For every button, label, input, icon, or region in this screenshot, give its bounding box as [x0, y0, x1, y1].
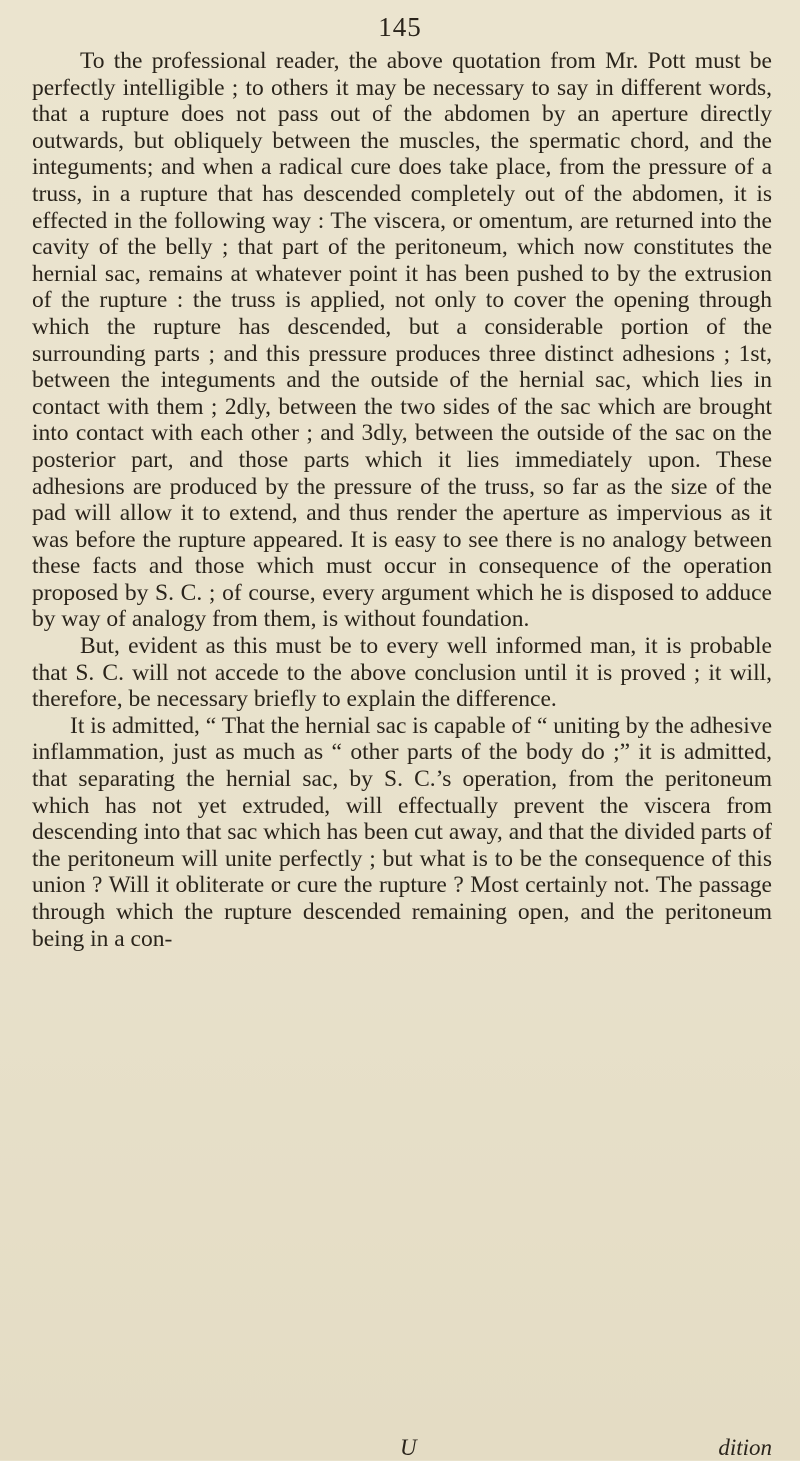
paragraph: To the professional reader, the above quotation from Mr. Pott must be perfectly intelligible ; to others it may be necessary to say in different words, that a rupture does not pass out of the abdomen by an aperture directly outwards, but obliquely between the muscles, the spermatic chord, and the integuments; and when a radical cure does take place, from the pressure of a truss, in a rupture that has descended completely out of the abdomen, it is effected in the following way : The viscera, or omentum, are returned into the cavity of the belly ; that part of the peritoneum, which now constitutes the hernial sac, remains at whatever point it has been pushed to by the extrusion of the rupture : the truss is applied, not only to cover the opening through which the rupture has descended, but a considerable portion of the surrounding parts ; and this pressure produces three distinct adhesions ; 1st, between the integuments and the outside of the hernial sac, which lies in contact with them ; 2dly, between the two sides of the sac which are brought into contact with each other ; and 3dly, between the outside of the sac on the posterior part, and those parts which it lies immediately upon. These adhesions are produced by the pressure of the truss, so far as the size of the pad will allow it to extend, and thus render the aperture as impervious as it was before the rupture appeared. It is easy to see there is no analogy between these facts and those which must occur in consequence of the operation proposed by S. C. ; of course, every argument which he is disposed to adduce by way of analogy from them, is without foundation. — [32, 48, 772, 633]
paragraph: It is admitted, “ That the hernial sac is capable of “ uniting by the adhesive inflammation, just as much as “ other parts of the body do ;” it is admitted, that separating the hernial sac, by S. C.’s operation, from the peritoneum which has not yet extruded, will effectually prevent the viscera from descending into that sac which has been cut away, and that the divided parts of the peritoneum will unite perfectly ; but what is to be the consequence of this union ? Will it obliterate or cure the rupture ? Most certainly not. The passage through which the rupture descended remaining open, and the peritoneum being in a con- — [32, 712, 772, 952]
page-number: 145 — [378, 12, 422, 42]
paragraph: But, evident as this must be to every well informed man, it is probable that S. C. will not accede to the above conclusion until it is proved ; it will, therefore, be necessary briefly to explain the difference. — [32, 633, 772, 713]
signature-mark: U — [400, 1435, 417, 1460]
body-text — [32, 48, 772, 952]
catchword: dition — [718, 1435, 772, 1460]
